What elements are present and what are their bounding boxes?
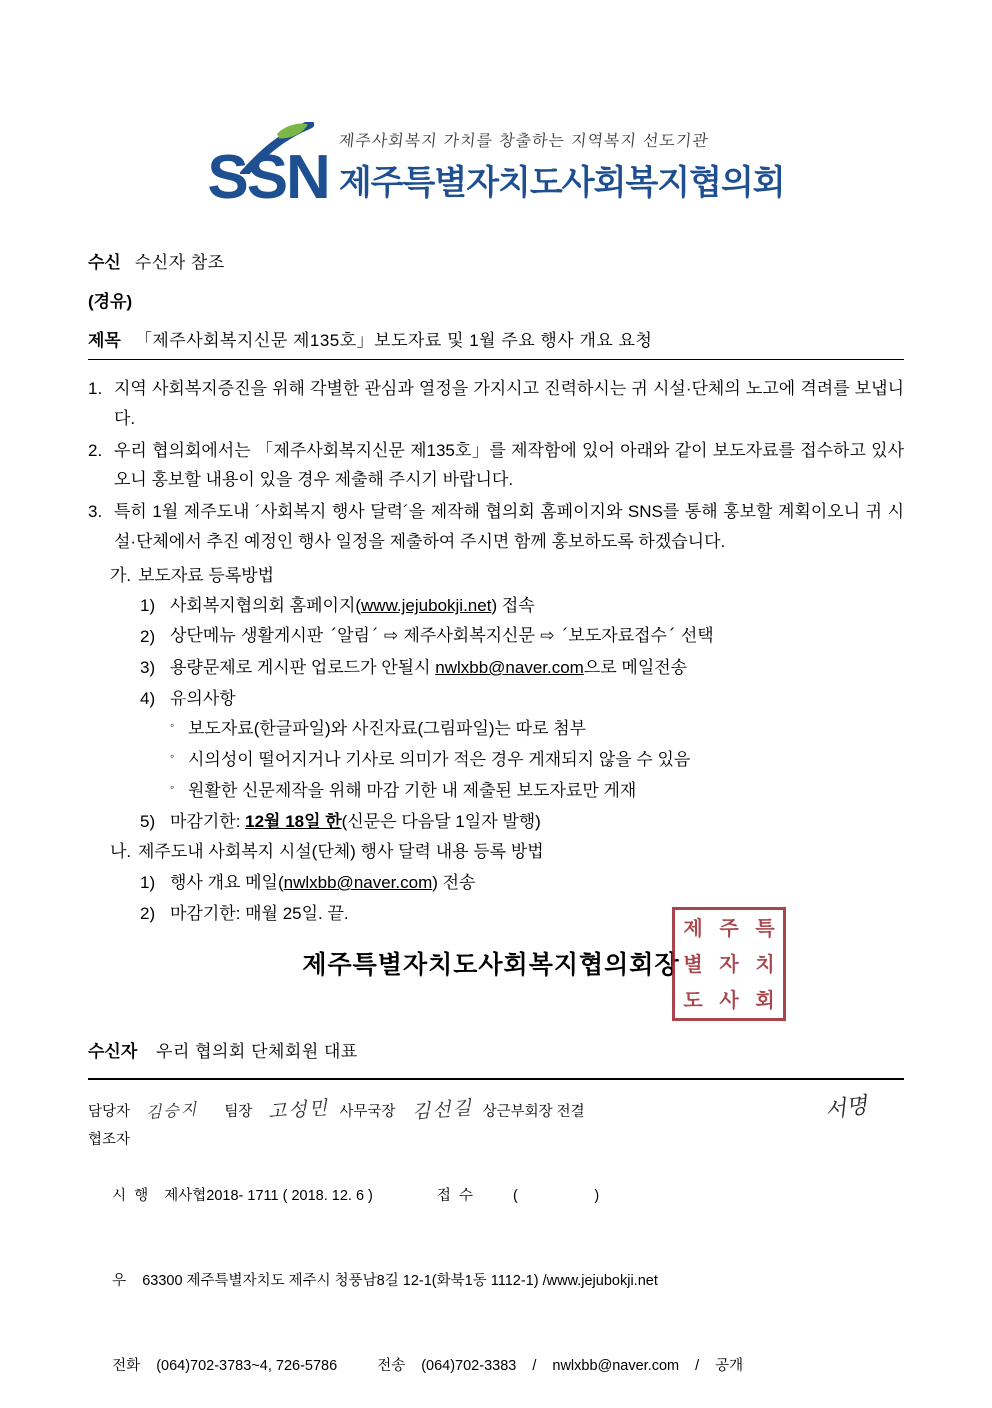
seal-char-1: 제: [683, 918, 702, 938]
office-signature: 김선길: [410, 1089, 473, 1130]
official-seal: [672, 907, 786, 1021]
email-link-2[interactable]: nwlxbb@naver.com: [284, 873, 433, 892]
seal-char-2: 주: [719, 918, 738, 938]
logo-slogan: 제주사회복지 가치를 창출하는 지역복지 선도기관: [338, 128, 710, 151]
section-a-step-1-text: [170, 591, 535, 621]
address-value: 63300 제주특별자치도 제주시 청풍남8길 12-1(화북1동 1112-1) /www.jejubokji.net: [142, 1273, 658, 1289]
seal-char-4: 별: [683, 954, 702, 974]
section-a-step-3-marker: 3): [140, 653, 170, 683]
office-label: 사무국장: [339, 1098, 395, 1126]
section-b-step-2-text: 마감기한: 매월 25일. 끝.: [170, 899, 349, 929]
section-a-marker: 가.: [110, 561, 138, 591]
recipient-label: 수신자: [88, 1042, 137, 1061]
section-a-step-3: [140, 653, 904, 683]
b-step1-post: ) 전송: [432, 873, 475, 892]
section-b-marker: 나.: [110, 837, 138, 867]
vice-chair-signature: 서명: [823, 1085, 871, 1133]
section-b-step-1-text: [170, 868, 475, 898]
section-a: [110, 561, 904, 929]
section-a-note-1-text: 보도자료(한글파일)와 사진자료(그림파일)는 따로 첨부: [188, 714, 586, 744]
body-item-2-marker: 2.: [88, 436, 114, 496]
signature-block: [88, 945, 904, 981]
body-item-3: [88, 497, 904, 557]
cooperator-label: 협조자: [88, 1132, 130, 1148]
bullet-circle-icon-1: ◦: [170, 714, 188, 744]
deadline-emphasis: 12월 18일 한: [245, 812, 342, 831]
document-header-fields: [88, 248, 904, 359]
to-label: 수신: [88, 248, 121, 273]
section-b-heading: [110, 837, 904, 867]
address-label: 우: [112, 1273, 126, 1289]
section-a-note-3-text: 원활한 신문제작을 위해 마감 기한 내 제출된 보도자료만 게재: [188, 776, 636, 806]
seal-char-6: 치: [755, 954, 774, 974]
section-a-step-5-marker: 5): [140, 807, 170, 837]
body-item-1-marker: 1.: [88, 374, 114, 434]
team-label: 팀장: [224, 1098, 252, 1126]
cooperator-row: [88, 1126, 904, 1154]
step5-pre: 마감기한:: [170, 812, 245, 831]
team-signature: 고성민: [267, 1089, 330, 1130]
issue-row: [88, 1154, 904, 1239]
subject-value: 「제주사회복지신문 제135호」보도자료 및 1월 주요 행사 개요 요청: [135, 326, 653, 351]
section-a-note-2: [170, 745, 904, 775]
phone-value: (064)702-3783~4, 726-5786: [156, 1358, 337, 1374]
step5-post: (신문은 다음달 1일자 발행): [342, 812, 541, 831]
document-footer: [88, 1092, 904, 1408]
section-a-step-1-marker: 1): [140, 591, 170, 621]
section-a-step-2-text: 상단메뉴 생활게시판 ´알림´ ⇨ 제주사회복지신문 ⇨ ´보도자료접수´ 선택: [170, 622, 714, 652]
subject-row: [88, 326, 904, 359]
approval-row: [88, 1092, 904, 1126]
seal-char-3: 특: [755, 918, 774, 938]
step3-pre: 용량문제로 게시판 업로드가 안될시: [170, 658, 435, 677]
issue-label: 시 행: [112, 1188, 148, 1204]
bullet-circle-icon-3: ◦: [170, 776, 188, 806]
section-a-title: 보도자료 등록방법: [138, 561, 274, 591]
fax-value: (064)702-3383: [421, 1358, 516, 1374]
ssn-logo-mark: SSN: [207, 150, 328, 206]
seal-char-5: 자: [719, 954, 738, 974]
section-a-step-3-text: [170, 653, 687, 683]
body-item-2: [88, 436, 904, 496]
seal-char-7: 도: [683, 990, 702, 1010]
recipient-list-row: [88, 1037, 904, 1062]
b-step1-pre: 행사 개요 메일(: [170, 873, 284, 892]
document-body: [88, 374, 904, 929]
address-row: [88, 1239, 904, 1324]
phone-label: 전화: [112, 1358, 140, 1374]
recipient-value: 우리 협의회 단체회원 대표: [156, 1042, 358, 1061]
section-a-step-4: [140, 684, 904, 714]
section-b-step-2-marker: 2): [140, 899, 170, 929]
seal-char-8: 사: [719, 990, 738, 1010]
leaf-swoosh-icon: [240, 122, 314, 174]
seal-char-9: 회: [755, 990, 774, 1010]
vice-chair-label: 상근부회장 전결: [483, 1098, 585, 1126]
section-a-step-2: [140, 622, 904, 652]
header-divider: [88, 359, 904, 360]
step1-post: ) 접속: [491, 596, 534, 615]
section-a-note-2-text: 시의성이 떨어지거나 기사로 의미가 적은 경우 게재되지 않을 수 있음: [188, 745, 690, 775]
section-a-step-5-text: [170, 807, 541, 837]
section-b-title: 제주도내 사회복지 시설(단체) 행사 달력 내용 등록 방법: [138, 837, 544, 867]
disclosure-status: 공개: [715, 1358, 743, 1374]
logo-text-block: [339, 128, 785, 206]
website-link[interactable]: www.jejubokji.net: [361, 596, 491, 615]
section-b-step-1-marker: 1): [140, 868, 170, 898]
section-a-step-5: [140, 807, 904, 837]
via-label: (경유): [88, 287, 132, 312]
receive-value: ( ): [513, 1188, 599, 1204]
receive-label: 접 수: [437, 1188, 473, 1204]
section-a-note-3: [170, 776, 904, 806]
letterhead: [88, 0, 904, 206]
step1-pre: 사회복지협의회 홈페이지(: [170, 596, 361, 615]
contact-row: 전화 (064)702-3783~4, 726-5786 전송 (064)702-3383 / nwlxbb@naver.com / 공개: [88, 1323, 904, 1408]
signature-title: 제주특별자치도사회복지협의회장: [302, 951, 679, 979]
email-link-1[interactable]: nwlxbb@naver.com: [435, 658, 584, 677]
section-b-step-1: [140, 868, 904, 898]
recipient-row: [88, 248, 904, 273]
step3-post: 으로 메일전송: [584, 658, 687, 677]
body-item-3-marker: 3.: [88, 497, 114, 557]
footer-email[interactable]: nwlxbb@naver.com: [552, 1358, 679, 1374]
to-value: 수신자 참조: [135, 248, 225, 273]
subject-label: 제목: [88, 326, 121, 351]
owner-signature: 김승지: [145, 1093, 199, 1128]
via-row: [88, 287, 904, 312]
issue-value: 제사협2018- 1711 ( 2018. 12. 6 ): [164, 1188, 373, 1204]
section-a-note-1: [170, 714, 904, 744]
fax-label: 전송: [377, 1358, 405, 1374]
body-item-2-text: 우리 협의회에서는 「제주사회복지신문 제135호」를 제작함에 있어 아래와 같이 보도자료를 접수하고 있사오니 홍보할 내용이 있을 경우 제출해 주시기 바랍니다.: [114, 436, 904, 496]
body-item-1-text: 지역 사회복지증진을 위해 각별한 관심과 열정을 가지시고 진력하시는 귀 시설·단체의 노고에 격려를 보냅니다.: [114, 374, 904, 434]
section-a-step-4-marker: 4): [140, 684, 170, 714]
section-a-heading: [110, 561, 904, 591]
section-a-step-4-text: 유의사항: [170, 684, 236, 714]
body-item-3-text: 특히 1월 제주도내 ´사회복지 행사 달력´을 제작해 협의회 홈페이지와 SNS를 통해 홍보할 계획이오니 귀 시설·단체에서 추진 예정인 행사 일정을 제출하여 주시면 함께 홍보하도록 하겠습니다.: [114, 497, 904, 557]
body-item-1: [88, 374, 904, 434]
organization-logo: [207, 128, 784, 206]
logo-organization-name: 제주특별자치도사회복지협의회: [339, 155, 785, 204]
section-a-step-2-marker: 2): [140, 622, 170, 652]
owner-label: 담당자: [88, 1098, 130, 1126]
footer-divider: [88, 1078, 904, 1080]
section-b-step-2: [140, 899, 904, 929]
section-a-step-1: [140, 591, 904, 621]
bullet-circle-icon-2: ◦: [170, 745, 188, 775]
